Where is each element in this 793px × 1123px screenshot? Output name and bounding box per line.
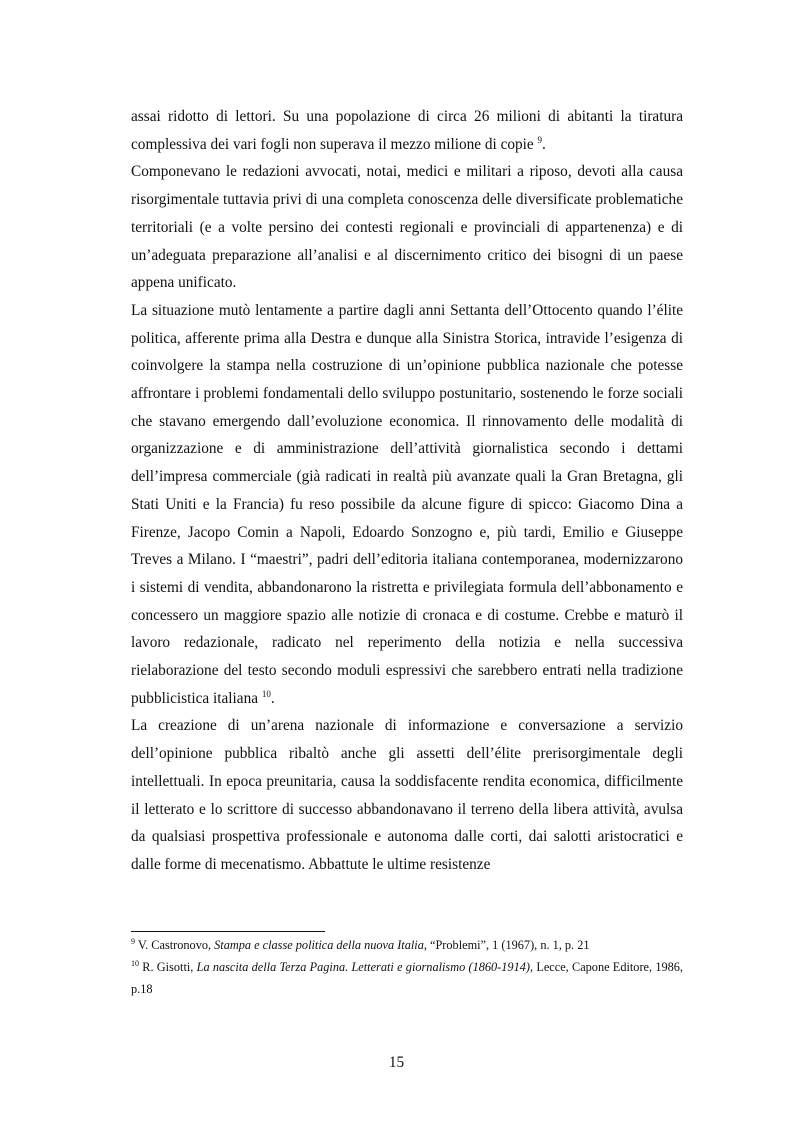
footnote-number: 10 [131,958,139,968]
footnote-source: , “Problemi”, 1 (1967), n. 1, p. 21 [423,938,590,952]
paragraph-end: . [542,135,546,153]
footnote-item [131,934,683,956]
paragraph [131,158,683,297]
paragraph-text: assai ridotto di lettori. Su una popolazione di circa 26 milioni di abitanti la tiratura complessiva dei vari fogli non superava il mezzo milione di copie [131,108,683,153]
footnote-title: La nascita della Terza Pagina. Letterati e giornalismo (1860-1914) [196,960,530,974]
paragraph-text: La situazione mutò lentamente a partire dagli anni Settanta dell’Ottocento quando l’élite politica, afferente prima alla Destra e dunque alla Sinistra Storica, intravide l’esigenza di coinvolgere la stampa nella costruzione di un’opinione pubblica nazionale che potesse affrontare i problemi fondamentali dello sviluppo postunitario, sostenendo le forze sociali che stavano emergendo dall’evoluzione economica. Il rinnovamento delle modalità di organizzazione e di amministrazione dell’attività giornalistica secondo i dettami dell’impresa commerciale (già radicati in realtà più avanzate quali la Gran Bretagna, gli Stati Uniti e la Francia) fu reso possibile da alcune figure di spicco: Giacomo Dina a Firenze, Jacopo Comin a Napoli, Edoardo Sonzogno e, più tardi, Emilio e Giuseppe Treves a Milano. I “maestri”, padri dell’editoria italiana contemporanea, modernizzarono i sistemi di vendita, abbandonarono la ristretta e privilegiata formula dell’abbonamento e concessero un maggiore spazio alle notizie di cronaca e di costume. Crebbe e maturò il lavoro redazionale, radicato nel reperimento della notizia e nella successiva rielaborazione del testo secondo moduli espressivi che sarebbero entrati nella tradizione pubblicistica italiana [131,301,683,707]
paragraph-text: Componevano le redazioni avvocati, notai, medici e militari a riposo, devoti alla causa risorgimentale tuttavia privi di una completa conoscenza delle diversificate problematiche territoriali (e a volte persino dei contesti regionali e provinciali di appartenenza) e di un’adeguata preparazione all’analisi e al discernimento critico dei bisogni di un paese appena unificato. [131,163,683,292]
page-number: 15 [388,1054,405,1071]
footnote-number: 9 [131,936,135,946]
footnote-author: R. Gisotti, [142,960,197,974]
footnotes [131,934,683,1000]
paragraph [131,297,683,713]
footnote-ref[interactable]: 9 [537,134,543,145]
footnote-title: Stampa e classe politica della nuova Italia [214,938,424,952]
footnote-item [131,956,683,1000]
paragraph [131,712,683,878]
footnote-ref[interactable]: 10 [261,688,271,699]
footnote-separator [131,931,325,932]
paragraph-end: . [270,689,275,707]
footnote-source: , Lecce, Capone Editore, 1986, p.18 [131,960,684,996]
paragraph [131,103,683,158]
footnote-author: V. Castronovo, [137,938,215,952]
paragraph-text: La creazione di un’arena nazionale di informazione e conversazione a servizio dell’opinione pubblica ribaltò anche gli assetti dell’élite prerisorgimentale degli intellettuali. In epoca preunitaria, causa la soddisfacente rendita economica, difficilmente il letterato e lo scrittore di successo abbandonavano il terreno della libera attività, avulsa da qualsiasi prospettiva professionale e autonoma dalle corti, dai salotti aristocratici e dalle forme di mecenatismo. Abbattute le ultime resistenze [131,717,683,873]
body-text [131,103,683,879]
